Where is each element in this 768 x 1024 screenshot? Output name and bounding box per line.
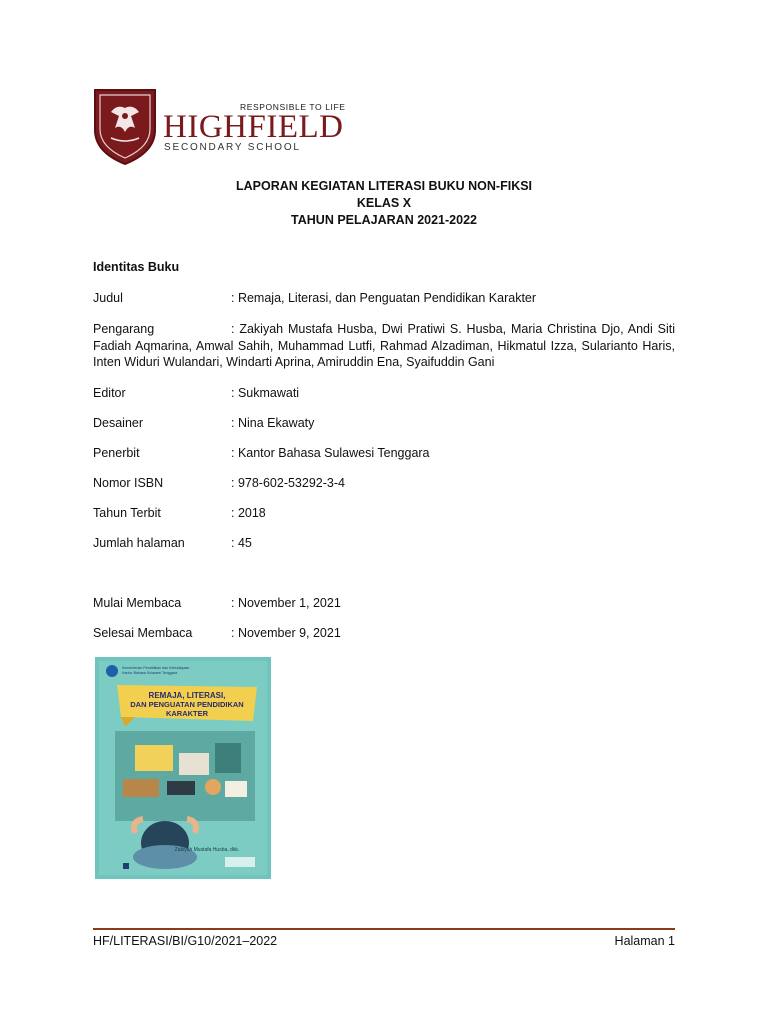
cover-publisher-1: Kementerian Pendidikan dan Kebudayaan — [122, 666, 190, 670]
field-value: : Kantor Bahasa Sulawesi Tenggara — [231, 446, 430, 460]
field-label: Nomor ISBN — [93, 476, 164, 490]
field-value: : Sukmawati — [231, 386, 300, 400]
book-cover-image — [95, 657, 271, 879]
field-label: Tahun Terbit — [93, 506, 161, 520]
logo-tagline: RESPONSIBLE TO LIFE — [240, 102, 346, 112]
school-crest-logo — [91, 86, 159, 166]
section-heading: Identitas Buku — [93, 260, 180, 274]
footer-page-number: Halaman 1 — [614, 934, 675, 948]
cover-title-3: KARAKTER — [165, 709, 209, 718]
cover-title-1: REMAJA, LITERASI, — [148, 691, 226, 700]
cover-publisher-2: Kantor Bahasa Sulawesi Tenggara — [122, 671, 178, 675]
title-line-1: LAPORAN KEGIATAN LITERASI BUKU NON-FIKSI — [235, 179, 533, 193]
cover-authors: Zakiyah Mustafa Husba, dkk. — [174, 847, 240, 853]
footer-divider — [93, 928, 675, 930]
report-title — [0, 178, 768, 229]
field-label: Editor — [93, 386, 126, 400]
field-value: : Nina Ekawaty — [231, 416, 315, 430]
field-value: : November 1, 2021 — [231, 596, 341, 610]
field-label: Pengarang — [93, 322, 155, 336]
field-label: Mulai Membaca — [93, 596, 182, 610]
field-label: Jumlah halaman — [93, 536, 185, 550]
field-value: : 978-602-53292-3-4 — [231, 476, 345, 490]
school-name: HIGHFIELD — [163, 109, 344, 145]
field-value: : Remaja, Literasi, dan Penguatan Pendidikan Karakter — [231, 291, 537, 305]
field-label: Selesai Membaca — [93, 626, 193, 640]
cover-title-2: DAN PENGUATAN PENDIDIKAN — [130, 700, 244, 709]
field-row-pengarang — [93, 321, 675, 371]
field-value: : November 9, 2021 — [231, 626, 341, 640]
title-line-3: TAHUN PELAJARAN 2021-2022 — [291, 213, 477, 227]
footer-document-code: HF/LITERASI/BI/G10/2021–2022 — [93, 934, 278, 948]
field-label: Penerbit — [93, 446, 140, 460]
school-type: SECONDARY SCHOOL — [164, 142, 301, 153]
field-value: : 45 — [231, 536, 252, 550]
field-value: : Zakiyah Mustafa Husba, Dwi Pratiwi S. Husba, Maria Christina Djo, Andi Siti Fadiah Aqmarina, Amwal Sahih, Muhammad Lutfi, Rahmad Alzadiman, Hikmatul Izza, Sularianto Haris, Inten Widuri Wulandari, Windarti Aprina, Amiruddin Ena, Syaifuddin Gani — [93, 322, 675, 369]
field-label: Desainer — [93, 416, 144, 430]
field-value: : 2018 — [231, 506, 266, 520]
field-label: Judul — [93, 291, 123, 305]
title-line-2: KELAS X — [356, 196, 412, 210]
